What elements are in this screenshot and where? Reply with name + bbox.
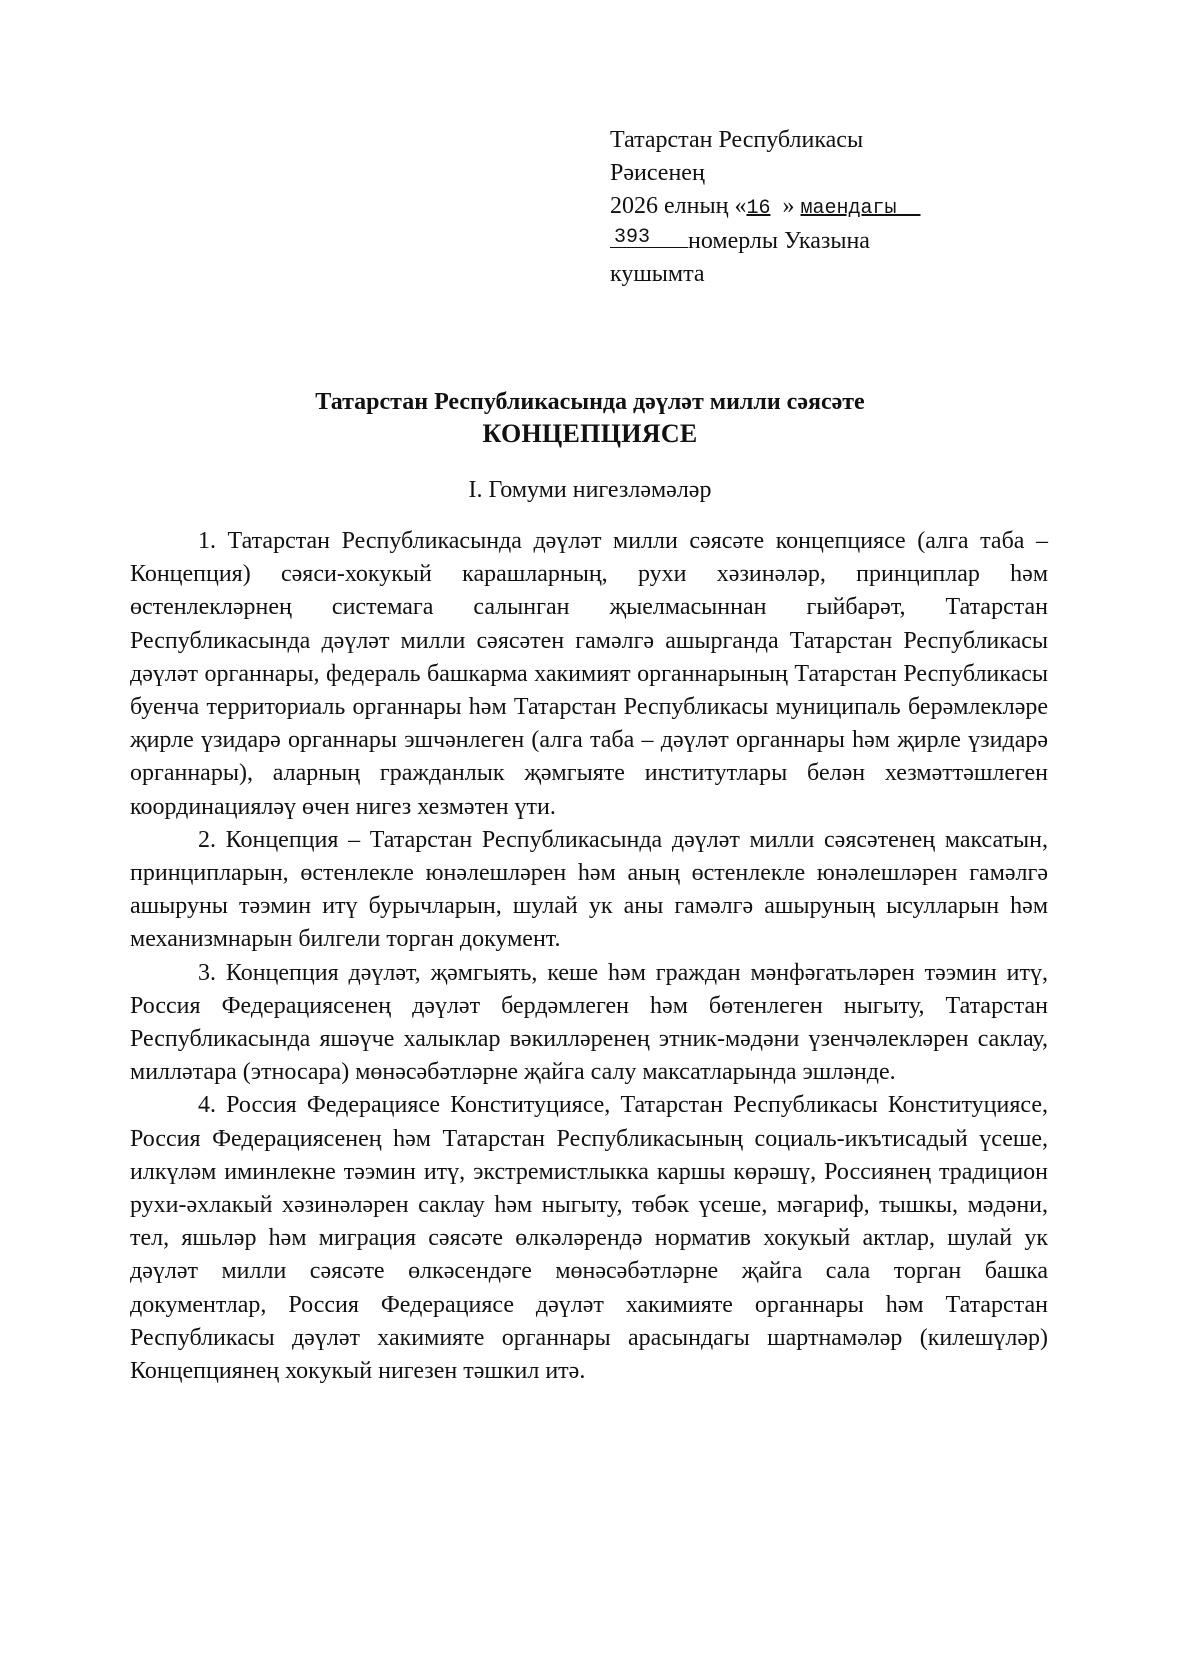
date-month: маендагы	[800, 197, 897, 220]
document-body	[130, 525, 1048, 1388]
decree-number: 393	[614, 226, 651, 249]
date-mid: »	[782, 193, 795, 219]
attachment-block	[610, 124, 990, 291]
paragraph-3: 3. Концепция дәүләт, җәмгыять, кеше һәм граждан мәнфәгатьләрен тәэмин итү, Россия Федерациясенең дәүләт бердәмлеген һәм бөтенлеген ныгыту, Татарстан Республикасында яшәүче халыклар вәкилләренең этник-мәдәни үзенчәлекләрен саклау, милләтара (этносара) мөнәсәбәтләрне җайга салу максатларында эшләнде.	[130, 959, 1048, 1086]
number-suffix: номерлы Указына	[688, 228, 870, 254]
section-heading: I. Гомуми нигезләмәләр	[468, 477, 712, 503]
date-day: 16	[746, 197, 771, 220]
date-prefix: 2026 елның «	[610, 193, 747, 219]
document-title	[130, 386, 1050, 450]
title-line-1: Татарстан Республикасында дәүләт милли сәясәте	[315, 389, 865, 415]
attachment-date-line	[610, 190, 990, 225]
attachment-line-1: Татарстан Республикасы	[610, 127, 864, 153]
attachment-line-2: Рәисенең	[610, 160, 705, 186]
title-line-2: КОНЦЕПЦИЯСЕ	[482, 419, 698, 448]
attachment-number-line	[610, 225, 990, 258]
paragraph-2: 2. Концепция – Татарстан Республикасында дәүләт милли сәясәтенең максатын, принципларын, өстенлекле юнәлешләрен һәм аның өстенлекле юнәлешләрен гамәлгә ашыруны тәэмин итү бурычларын, шулай ук аны гамәлгә ашыруның ысулларын һәм механизмнарын билгели торган документ.	[130, 826, 1048, 953]
attachment-line-5: кушымта	[610, 261, 705, 287]
decree-number-field	[610, 225, 688, 248]
paragraph-1: 1. Татарстан Республикасында дәүләт милли сәясәте концепциясе (алга таба – Концепция) сәяси-хокукый карашларның, рухи хәзинәләр, принциплар һәм өстенлекләрнең системага салынган җыелмасыннан гыйбарәт, Татарстан Республикасында дәүләт милли сәясәтен гамәлгә ашырганда Татарстан Республикасы дәүләт органнары, федераль башкарма хакимият органнарының Татарстан Республикасы буенча территориаль органнары һәм Татарстан Республикасы муниципаль берәмлекләре җирле үзидарә органнары эшчәнлеген (алга таба – дәүләт органнары һәм җирле үзидарә органнары), аларның гражданлык җәмгыяте институтлары белән хезмәттәшлеген координацияләү өчен нигез хезмәтен үти.	[130, 528, 1048, 820]
paragraph-4: 4. Россия Федерациясе Конституциясе, Татарстан Республикасы Конституциясе, Россия Федерациясенең һәм Татарстан Республикасының социаль-икътисадый үсеше, илкүләм иминлекне тәэмин итү, экстремистлыкка каршы көрәшү, Россиянең традицион рухи-әхлакый хәзинәләрен саклау һәм ныгыту, төбәк үсеше, мәгариф, тышкы, мәдәни, тел, яшьләр һәм миграция сәясәте өлкәләрендә норматив хокукый актлар, шулай ук дәүләт милли сәясәте өлкәсендәге мөнәсәбәтләрне җайга сала торган башка документлар, Россия Федерациясе дәүләт хакимияте органнары һәм Татарстан Республикасы дәүләт хакимияте органнары арасындагы шартнамәләр (килешүләр) Концепциянең хокукый нигезен тәшкил итә.	[130, 1092, 1048, 1385]
